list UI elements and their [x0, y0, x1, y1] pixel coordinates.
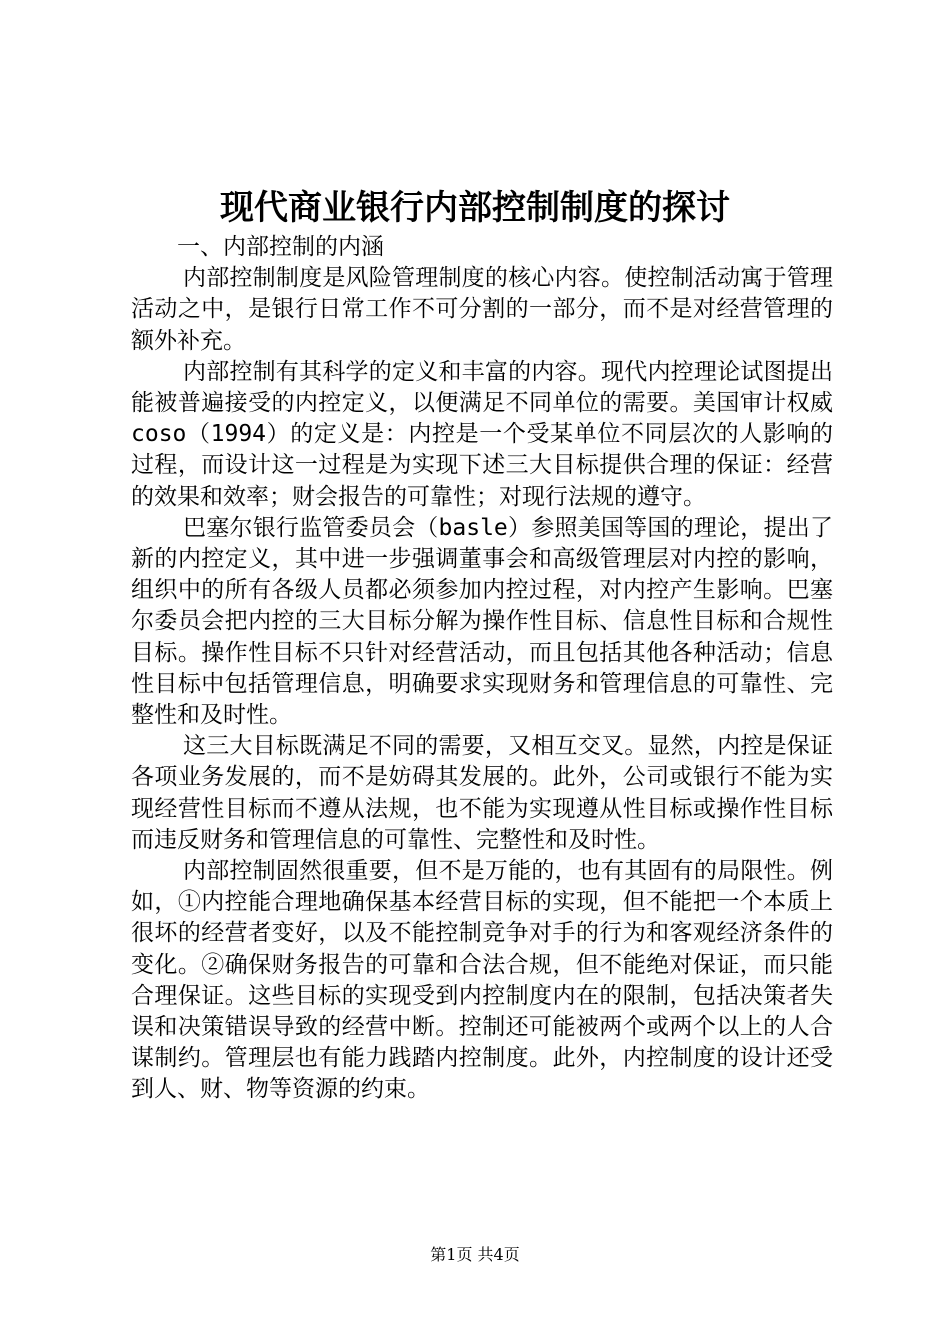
paragraph-4: 这三大目标既满足不同的需要，又相互交叉。显然，内控是保证各项业务发展的，而不是妨碍其发展的。此外，公司或银行不能为实现经营性目标而不遵从法规，也不能为实现遵从性目标或操作性目标而违反财务和管理信息的可靠性、完整性和及时性。 — [131, 733, 833, 853]
page-footer: 第1页 共4页 — [430, 1245, 520, 1264]
paragraph-1: 内部控制制度是风险管理制度的核心内容。使控制活动寓于管理活动之中，是银行日常工作不可分割的一部分，而不是对经营管理的额外补充。 — [131, 265, 833, 354]
document-title: 现代商业银行内部控制制度的探讨 — [220, 188, 730, 228]
section-heading: 一、内部控制的内涵 — [177, 234, 384, 260]
paragraph-2: 内部控制有其科学的定义和丰富的内容。现代内控理论试图提出能被普遍接受的内控定义，以便满足不同单位的需要。美国审计权威coso（1994）的定义是：内控是一个受某单位不同层次的人影响的过程，而设计这一过程是为实现下述三大目标提供合理的保证：经营的效果和效率；财会报告的可靠性；对现行法规的遵守。 — [131, 358, 833, 510]
paragraph-3: 巴塞尔银行监管委员会（basle）参照美国等国的理论，提出了新的内控定义，其中进一步强调董事会和高级管理层对内控的影响，组织中的所有各级人员都必须参加内控过程，对内控产生影响。巴塞尔委员会把内控的三大目标分解为操作性目标、信息性目标和合规性目标。操作性目标不只针对经营活动，而且包括其他各种活动；信息性目标中包括管理信息，明确要求实现财务和管理信息的可靠性、完整性和及时性。 — [131, 514, 833, 729]
document-body — [131, 232, 833, 1106]
paragraph-5: 内部控制固然很重要，但不是万能的，也有其固有的局限性。例如，①内控能合理地确保基本经营目标的实现，但不能把一个本质上很坏的经营者变好，以及不能控制竞争对手的行为和客观经济条件的变化。②确保财务报告的可靠和合法合规，但不能绝对保证，而只能合理保证。这些目标的实现受到内控制度内在的限制，包括决策者失误和决策错误导致的经营中断。控制还可能被两个或两个以上的人合谋制约。管理层也有能力践踏内控制度。此外，内控制度的设计还受到人、财、物等资源的约束。 — [131, 858, 833, 1103]
